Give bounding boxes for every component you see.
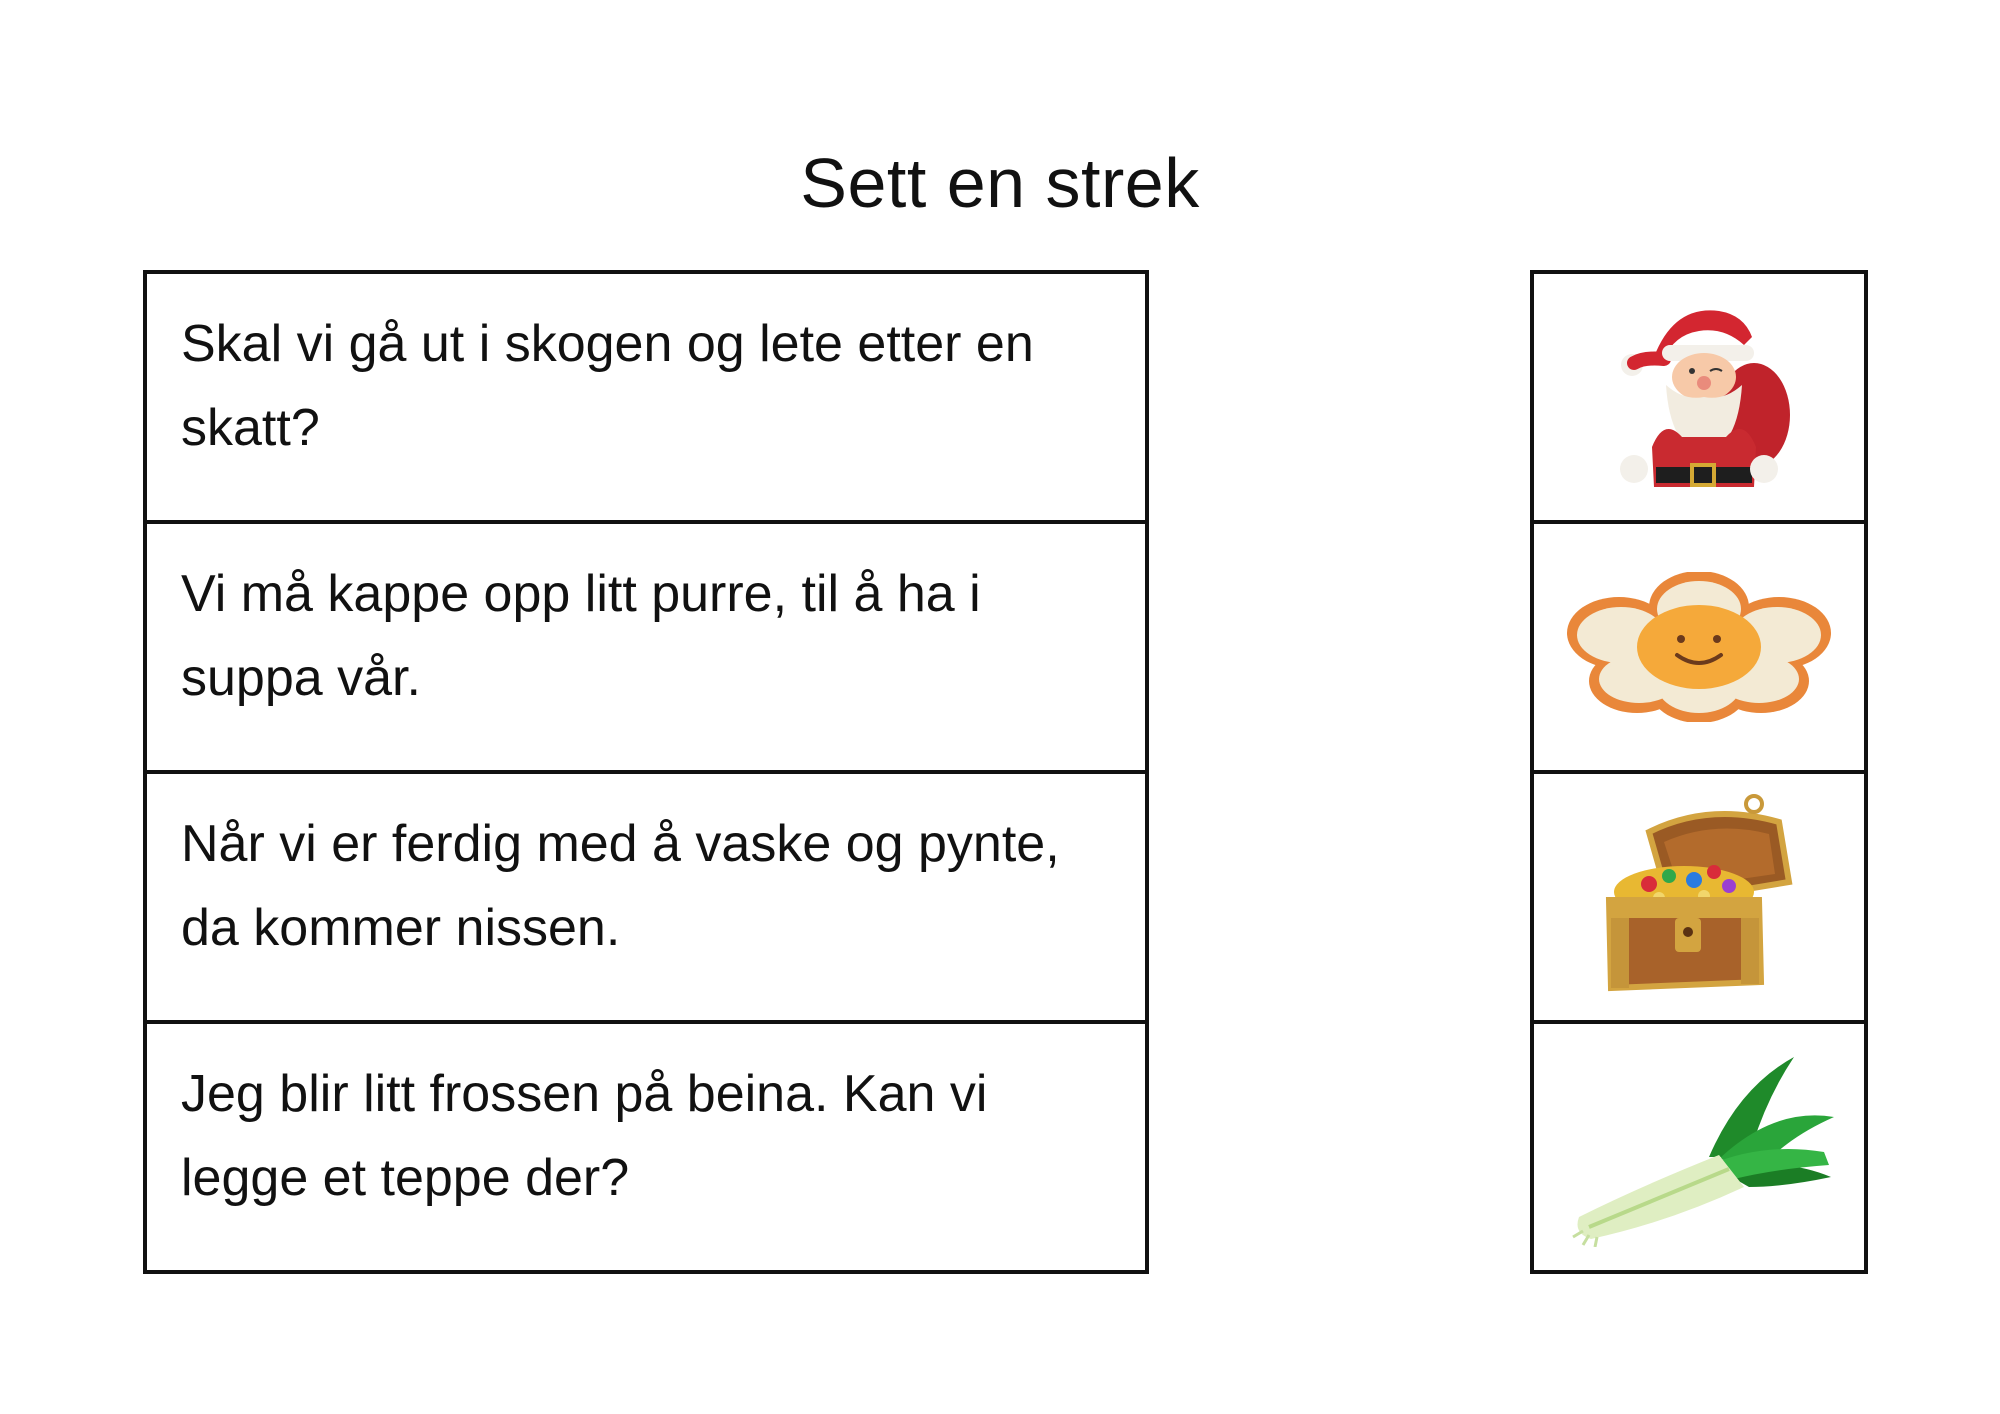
leek-icon bbox=[1559, 1047, 1839, 1247]
sentence-cell[interactable]: Skal vi gå ut i skogen og lete etter en skatt? bbox=[147, 274, 1145, 524]
sentence-cell[interactable]: Jeg blir litt frossen på beina. Kan vi legge et teppe der? bbox=[181, 1065, 988, 1207]
image-cell-santa[interactable] bbox=[1534, 274, 1864, 524]
sentence-cell[interactable]: Når vi er ferdig med å vaske og pynte, da kommer nissen. bbox=[147, 774, 1145, 1024]
page-title: Sett en strek bbox=[800, 144, 1200, 222]
image-column bbox=[1530, 270, 1868, 1274]
sentence-cell[interactable]: Vi må kappe opp litt purre, til å ha i suppa vår. bbox=[147, 524, 1145, 774]
image-cell-leek[interactable] bbox=[1534, 1024, 1864, 1270]
treasure-chest-icon bbox=[1589, 792, 1809, 1002]
flower-rug-icon bbox=[1564, 572, 1834, 722]
image-cell-chest[interactable] bbox=[1534, 774, 1864, 1024]
sentence-column bbox=[143, 270, 1149, 1274]
image-cell-rug[interactable] bbox=[1534, 524, 1864, 774]
santa-icon bbox=[1604, 297, 1794, 497]
